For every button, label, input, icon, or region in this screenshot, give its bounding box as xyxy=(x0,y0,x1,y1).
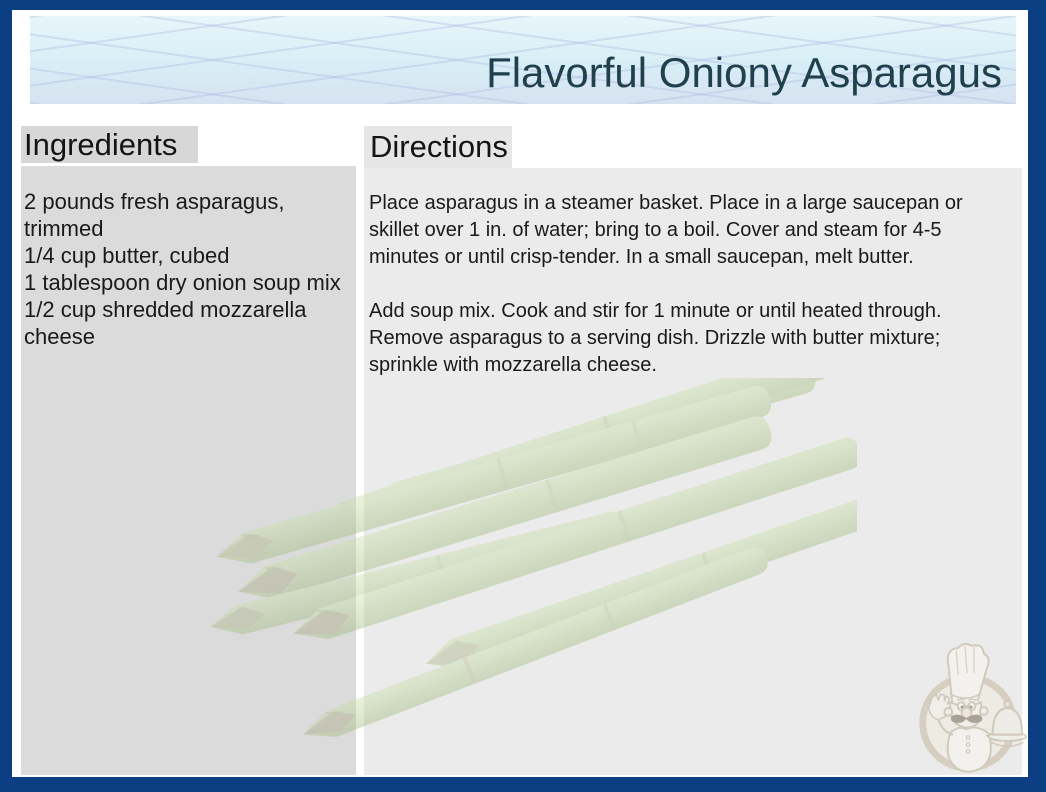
ingredient-item: 1 tablespoon dry onion soup mix xyxy=(24,270,341,295)
title-banner xyxy=(30,16,1016,104)
ingredient-item: 2 pounds fresh asparagus, trimmed xyxy=(24,189,285,241)
recipe-title: Flavorful Oniony Asparagus xyxy=(486,49,1002,96)
directions-heading: Directions xyxy=(364,126,512,168)
ingredients-list xyxy=(21,166,356,775)
page-canvas xyxy=(12,10,1028,777)
ingredient-item: 1/4 cup butter, cubed xyxy=(24,243,230,268)
directions-paragraph: Place asparagus in a steamer basket. Place in a large saucepan or skillet over 1 in. of water; bring to a boil. Cover and steam for 4-5 minutes or until crisp-tender. In a small saucepan, melt butter. xyxy=(369,192,963,268)
directions-paragraph: Add soup mix. Cook and stir for 1 minute or until heated through. Remove asparagus to a serving dish. Drizzle with butter mixture; sprinkle with mozzarella cheese. xyxy=(369,300,942,376)
ingredients-heading: Ingredients xyxy=(21,126,198,163)
ingredient-item: 1/2 cup shredded mozzarella cheese xyxy=(24,297,307,349)
ingredients-panel xyxy=(21,126,356,775)
directions-text xyxy=(364,168,1022,775)
directions-panel xyxy=(364,126,1022,775)
